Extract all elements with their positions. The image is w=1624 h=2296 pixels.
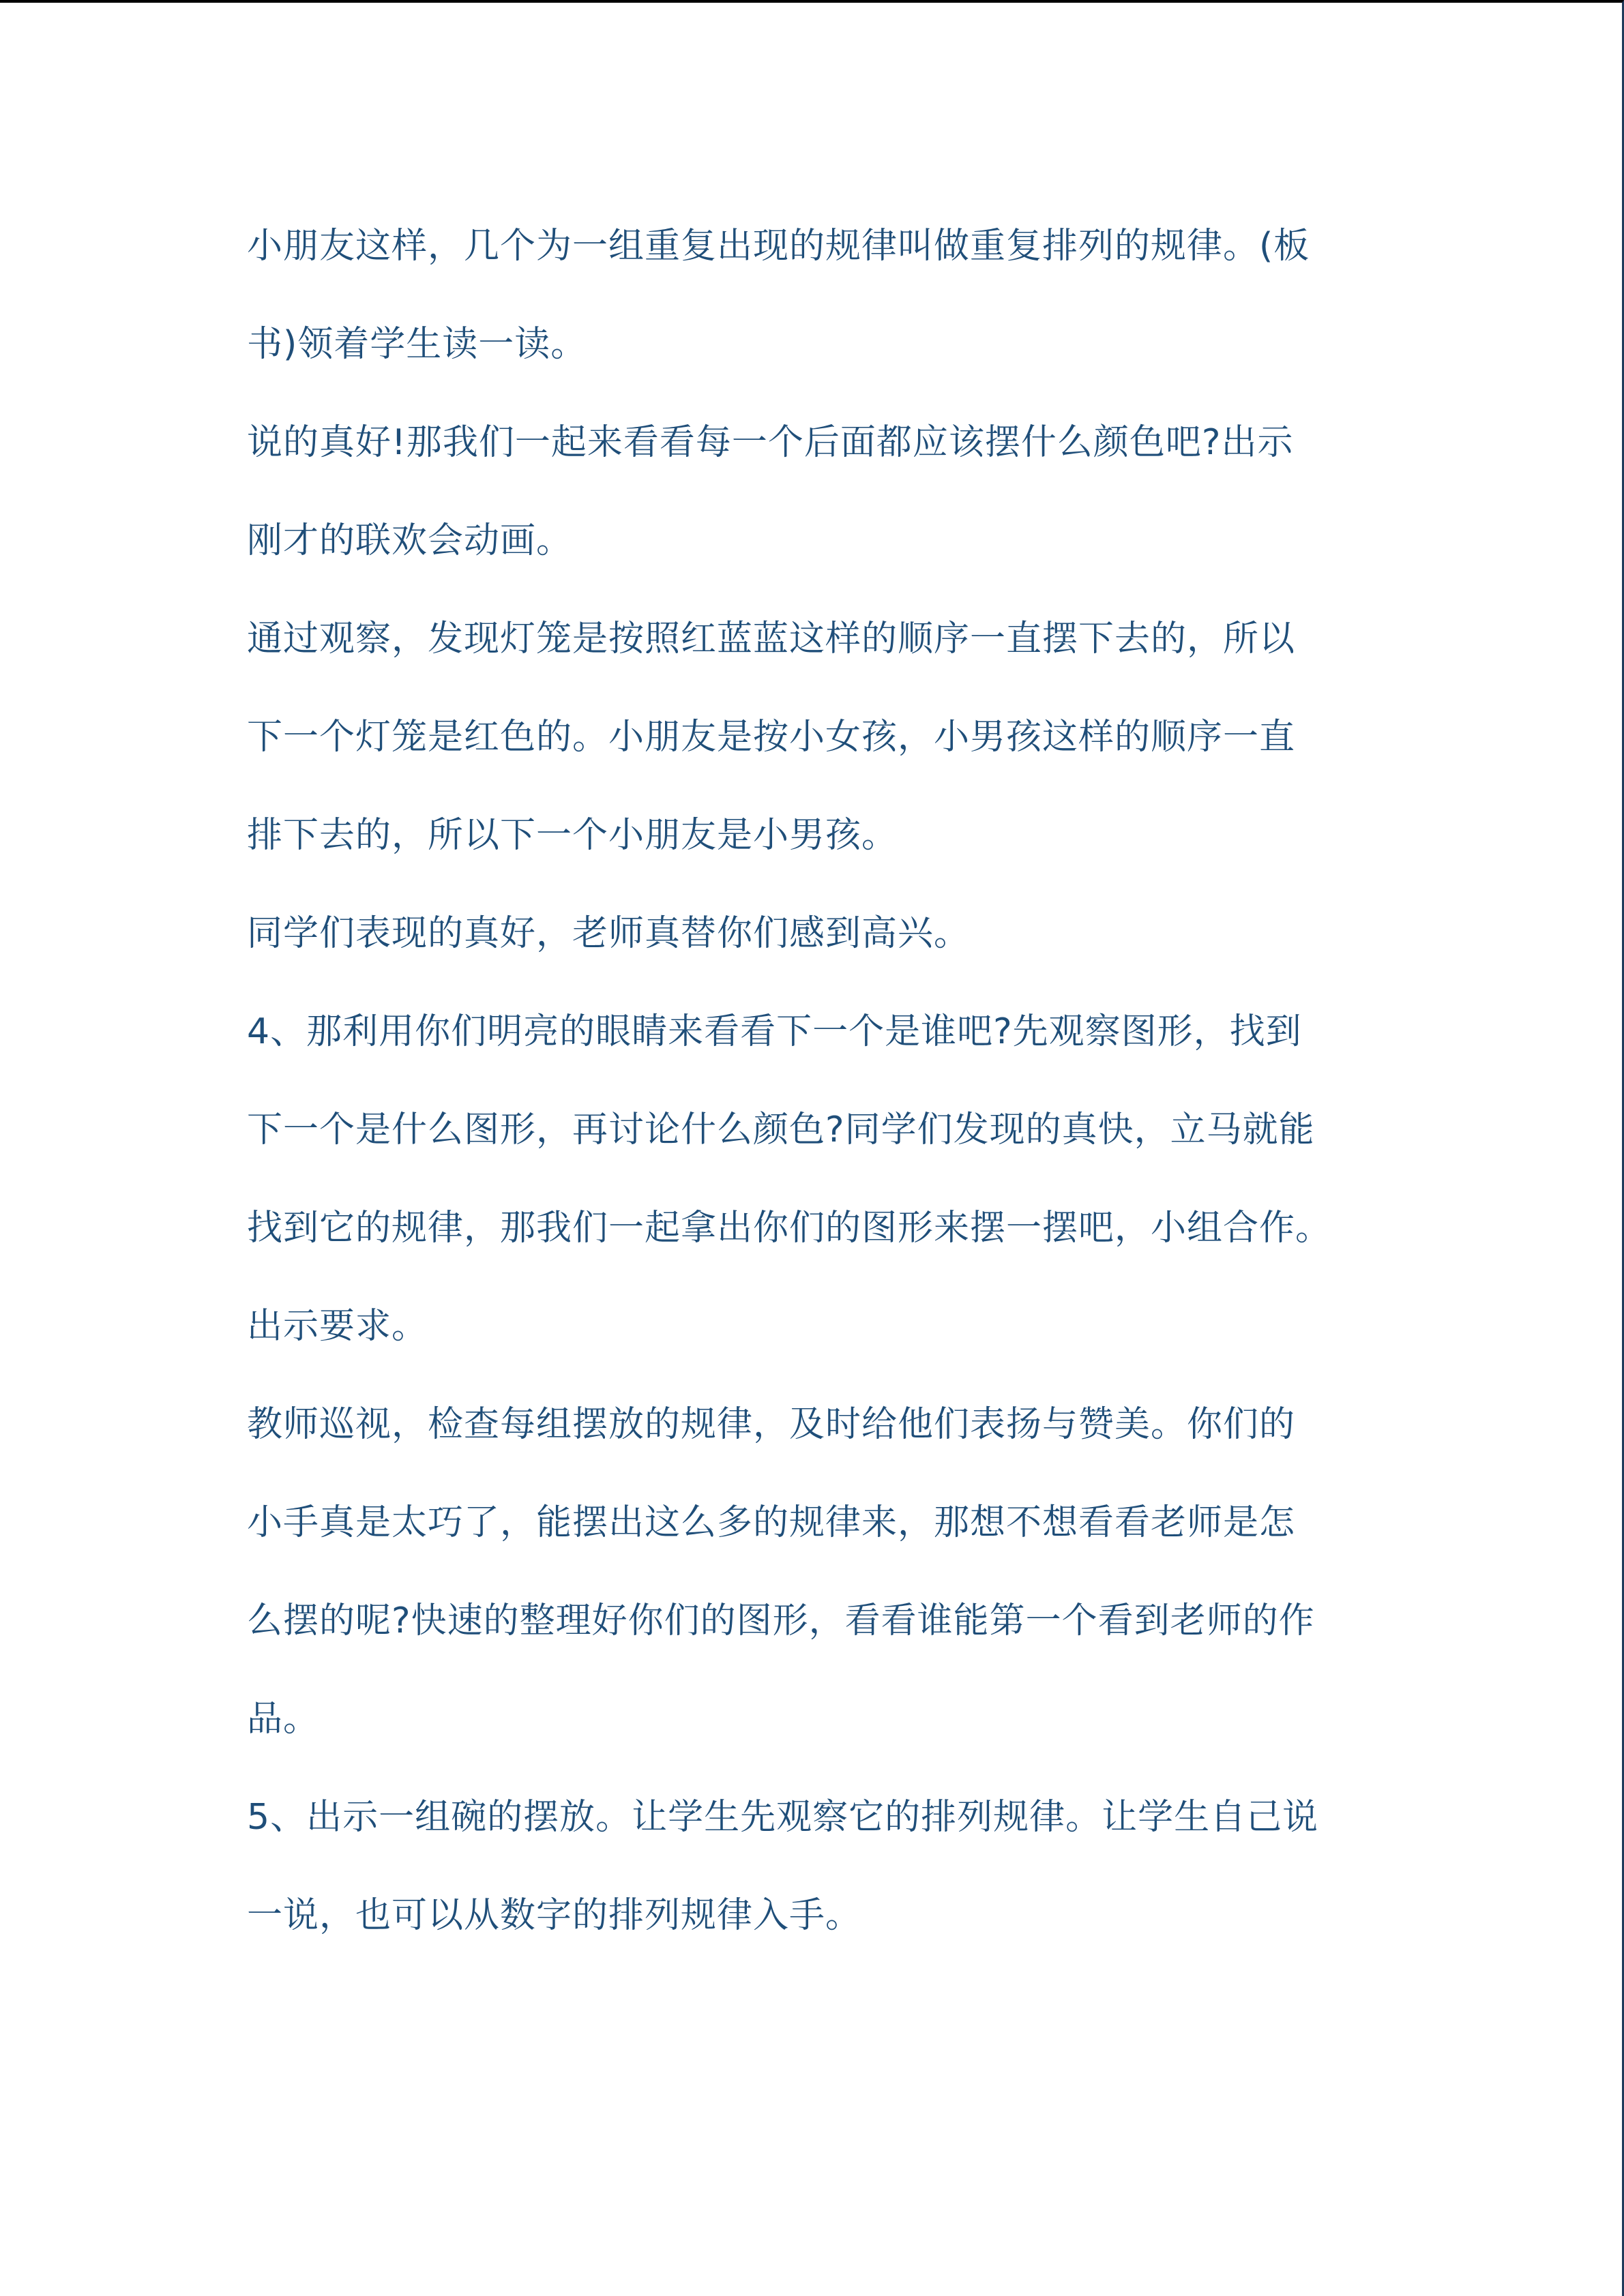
text-line: 品。	[247, 1699, 320, 1740]
text-line: 排下去的，所以下一个小朋友是小男孩。	[247, 815, 898, 856]
text-line: 出示要求。	[247, 1306, 428, 1347]
text-line: 同学们表现的真好，老师真替你们感到高兴。	[247, 913, 971, 954]
text-line: 5、出示一组碗的摆放。让学生先观察它的排列规律。让学生自己说	[247, 1797, 1319, 1838]
text-line: 刚才的联欢会动画。	[247, 520, 573, 561]
text-line: 下一个灯笼是红色的。小朋友是按小女孩，小男孩这样的顺序一直	[247, 717, 1296, 758]
text-line: 么摆的呢?快速的整理好你们的图形，看看谁能第一个看到老师的作	[247, 1600, 1315, 1641]
text-line: 4、那利用你们明亮的眼睛来看看下一个是谁吧?先观察图形，找到	[247, 1011, 1302, 1052]
text-line: 找到它的规律，那我们一起拿出你们的图形来摆一摆吧，小组合作。	[247, 1208, 1332, 1249]
text-line: 说的真好!那我们一起来看看每一个后面都应该摆什么颜色吧?出示	[247, 422, 1294, 463]
text-line: 通过观察，发现灯笼是按照红蓝蓝这样的顺序一直摆下去的，所以	[247, 618, 1296, 659]
text-line: 下一个是什么图形，再讨论什么颜色?同学们发现的真快，立马就能	[247, 1109, 1315, 1150]
document-body	[247, 197, 1379, 1965]
text-line: 小朋友这样，几个为一组重复出现的规律叫做重复排列的规律。(板	[247, 226, 1310, 267]
text-line: 小手真是太巧了，能摆出这么多的规律来，那想不想看看老师是怎	[247, 1502, 1296, 1543]
text-line: 书)领着学生读一读。	[247, 324, 587, 365]
text-line: 教师巡视，检查每组摆放的规律，及时给他们表扬与赞美。你们的	[247, 1404, 1296, 1445]
text-line: 一说，也可以从数字的排列规律入手。	[247, 1895, 862, 1936]
